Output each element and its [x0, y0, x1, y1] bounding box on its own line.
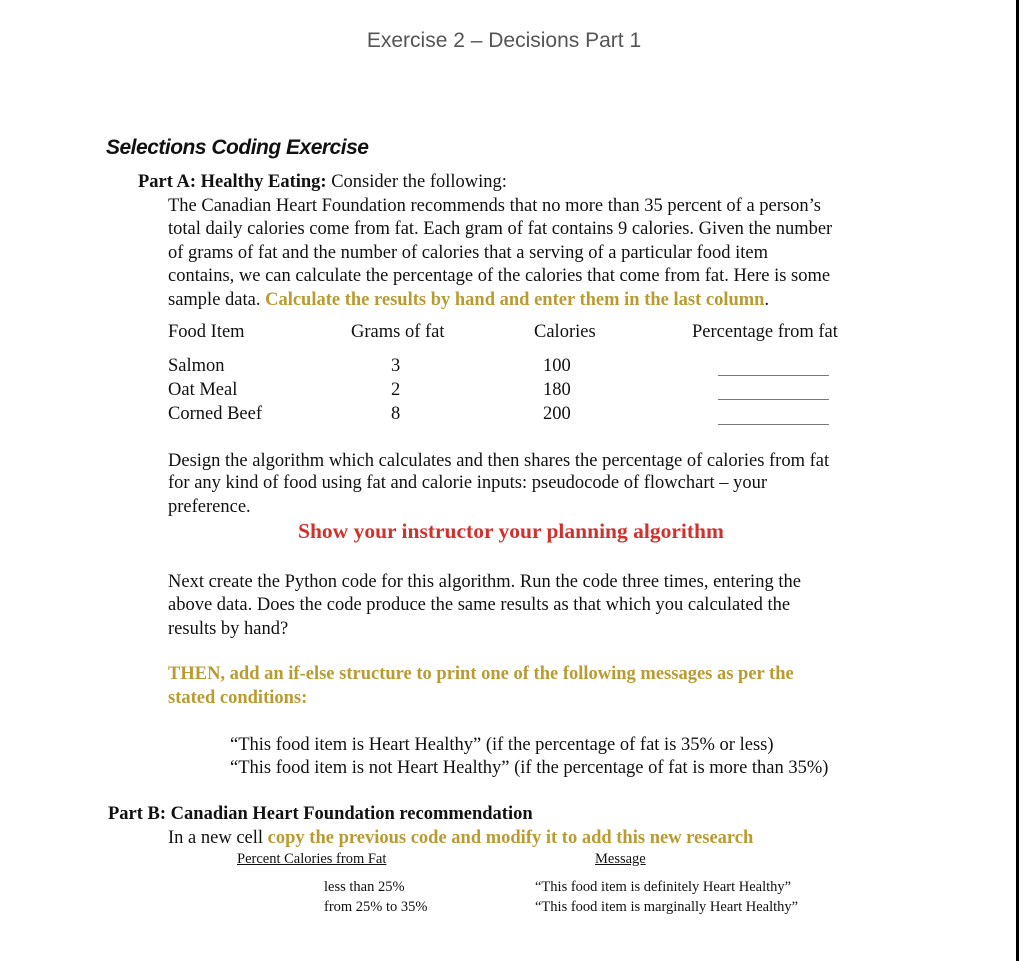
answer-blank: [718, 399, 829, 400]
part-b-instruction: [168, 827, 753, 851]
table-row-fat: 2: [391, 380, 401, 400]
part-b-highlight: copy the previous code and modify it to add this new research: [267, 828, 754, 848]
message-not-heart-healthy: “This food item is not Heart Healthy” (if the percentage of fat is more than 35%): [230, 758, 829, 778]
answer-blank: [718, 424, 829, 425]
design-line-3: preference.: [168, 497, 251, 517]
part-a-lead: Consider the following:: [326, 172, 507, 192]
part-b-row-range: from 25% to 35%: [324, 899, 428, 915]
instructor-note: Show your instructor your planning algorithm: [298, 519, 724, 543]
table-header-percentage: Percentage from fat: [692, 322, 838, 342]
intro-line-3: of grams of fat and the number of calories that a serving of a particular food item: [168, 243, 769, 263]
table-row-calories: 180: [543, 380, 571, 400]
intro-line-5-end: .: [764, 290, 770, 310]
table-row-calories: 200: [543, 404, 571, 424]
message-heart-healthy: “This food item is Heart Healthy” (if the percentage of fat is 35% or less): [230, 735, 774, 755]
next-line-3: results by hand?: [168, 619, 289, 639]
next-line-2: above data. Does the code produce the same results as that which you calculated the: [168, 595, 791, 615]
table-row-fat: 3: [391, 356, 401, 376]
part-a-label: Part A: Healthy Eating:: [138, 172, 327, 192]
part-b-row-range: less than 25%: [324, 879, 405, 895]
intro-line-5-text: sample data.: [168, 290, 266, 310]
intro-line-2: total daily calories come from fat. Each gram of fat contains 9 calories. Given the number: [168, 219, 833, 239]
table-header-grams-fat: Grams of fat: [351, 322, 445, 342]
then-line-1: THEN, add an if-else structure to print one of the following messages as per the: [168, 664, 794, 684]
design-line-1: Design the algorithm which calculates and then shares the percentage of calories from fat: [168, 451, 830, 471]
intro-line-5: [168, 289, 769, 313]
part-b-header-message: Message: [595, 851, 646, 867]
part-b-lead: In a new cell: [168, 828, 268, 848]
table-row-item: Salmon: [168, 356, 225, 376]
table-row-calories: 100: [543, 356, 571, 376]
intro-line-1: The Canadian Heart Foundation recommends that no more than 35 percent of a person’s: [168, 196, 821, 216]
page-edge-border: [1016, 0, 1019, 961]
part-b-header-percent: Percent Calories from Fat: [237, 851, 387, 867]
intro-line-4: contains, we can calculate the percentage of the calories that come from fat. Here is some: [168, 266, 831, 286]
page-header: Exercise 2 – Decisions Part 1: [366, 29, 642, 52]
design-line-2: for any kind of food using fat and calorie inputs: pseudocode of flowchart – your: [168, 473, 768, 493]
answer-blank: [718, 375, 829, 376]
part-b-title: Part B: Canadian Heart Foundation recommendation: [108, 804, 533, 824]
table-row-fat: 8: [391, 404, 401, 424]
next-line-1: Next create the Python code for this algorithm. Run the code three times, entering the: [168, 572, 801, 592]
section-title: Selections Coding Exercise: [106, 136, 369, 159]
part-b-row-message: “This food item is definitely Heart Healthy”: [535, 879, 792, 895]
part-a-heading: [138, 171, 507, 195]
part-b-row-message: “This food item is marginally Heart Healthy”: [535, 899, 799, 915]
table-row-item: Corned Beef: [168, 404, 263, 424]
table-row-item: Oat Meal: [168, 380, 238, 400]
calculate-instruction: Calculate the results by hand and enter them in the last column: [265, 290, 765, 310]
table-header-calories: Calories: [534, 322, 596, 342]
table-header-food-item: Food Item: [168, 322, 245, 342]
then-line-2: stated conditions:: [168, 688, 308, 708]
